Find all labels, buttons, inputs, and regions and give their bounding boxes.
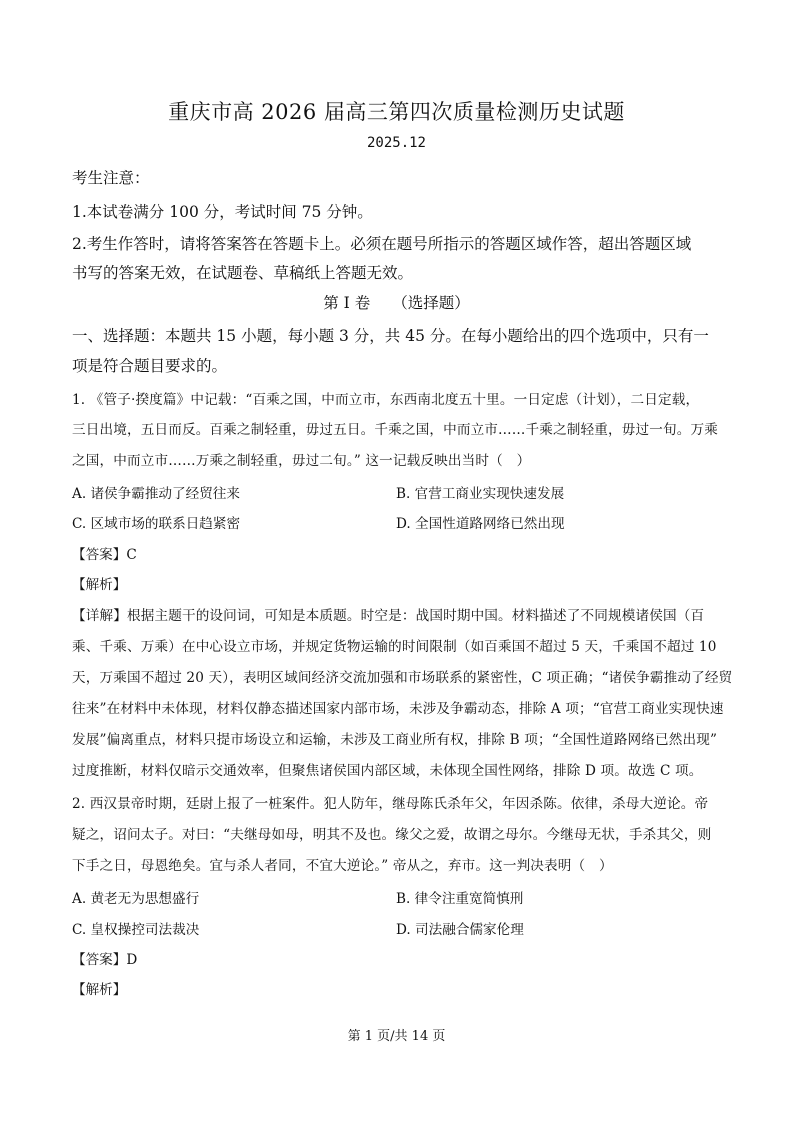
q2-stem-line-1: 2. 西汉景帝时期，廷尉上报了一桩案件。犯人防年，继母陈氏杀年父，年因杀陈。依律，杀母大逆论。帝: [72, 796, 709, 812]
q1-detail-line-6: 过度推断，材料仅暗示交通效率，但聚焦诸侯国内部区域，未体现全国性网络，排除 D 项。故选 C 项。: [72, 763, 703, 779]
notice-item-1: 1.本试卷满分 100 分，考试时间 75 分钟。: [72, 203, 373, 221]
section-heading: [0, 291, 793, 313]
q1-stem-line-2: 三日出境，五日而反。百乘之制轻重，毋过五日。千乘之国，中而立市……千乘之制轻重，毋过一旬。万乘: [72, 422, 718, 438]
exam-date: 2025.12: [366, 135, 426, 151]
q1-detail-line-2: 乘、千乘、万乘）在中心设立市场，并规定货物运输的时间限制（如百乘国不超过 5 天，千乘国不超过 10: [72, 639, 717, 655]
page-footer: 第 1 页/共 14 页: [347, 1029, 446, 1044]
notice-heading: 考生注意：: [72, 169, 150, 187]
q1-stem-line-3: 之国，中而立市……万乘之制轻重，毋过二旬。” 这一记载反映出当时（ ）: [72, 453, 531, 469]
q2-answer-value: D: [126, 952, 138, 968]
q2-answer-label: 【答案】: [72, 952, 127, 968]
q1-detail-line-4: 往来”在材料中未体现，材料仅静态描述国家内部市场，未涉及争霸动态，排除 A 项；“官营工商业实现快速: [72, 701, 724, 717]
q1-detail-line-1: 【详解】根据主题干的设问词，可知是本质题。时空是：战国时期中国。材料描述了不同规模诸侯国（百: [72, 608, 705, 624]
notice-item-2-line-1: 2.考生作答时，请将答案答在答题卡上。必须在题号所指示的答题区域作答，超出答题区域: [72, 235, 692, 253]
q1-detail-line-3: 天，万乘国不超过 20 天），表明区域间经济交流加强和市场联系的紧密性，C 项正确；“诸侯争霸推动了经贸: [72, 670, 733, 686]
q2-option-a: A. 黄老无为思想盛行: [72, 891, 200, 907]
section-type: （选择题）: [392, 294, 470, 312]
q2-option-c: C. 皇权操控司法裁决: [72, 922, 200, 938]
q2-analysis-label: 【解析】: [72, 982, 127, 998]
q1-option-a: A. 诸侯争霸推动了经贸往来: [72, 486, 240, 502]
q1-option-d: D. 全国性道路网络已然出现: [396, 516, 565, 532]
q1-answer: [72, 543, 137, 563]
q1-stem-line-1: 1. 《管子·揆度篇》中记载：“百乘之国，中而立市，东西南北度五十里。一日定虑（计划），二日定载，: [72, 392, 700, 408]
q1-option-c: C. 区域市场的联系日趋紧密: [72, 516, 241, 532]
q1-analysis-label: 【解析】: [72, 577, 127, 593]
notice-item-2-line-2: 书写的答案无效，在试题卷、草稿纸上答题无效。: [72, 264, 414, 282]
q2-option-b: B. 律令注重宽简慎刑: [396, 891, 524, 907]
exam-title: 重庆市高 2026 届高三第四次质量检测历史试题: [168, 100, 625, 124]
q2-stem-line-3: 下手之日，母恩绝矣。宜与杀人者同，不宜大逆论。” 帝从之，弃市。这一判决表明（ ）: [72, 858, 613, 874]
q2-option-d: D. 司法融合儒家伦理: [396, 922, 524, 938]
section-name: 第 I 卷: [323, 294, 371, 312]
section-intro-line-2: 项是符合题目要求的。: [72, 357, 228, 375]
q2-stem-line-2: 疑之，诏问太子。对曰：“夫继母如母，明其不及也。缘父之爱，故谓之母尔。今继母无状，手杀其父，则: [72, 827, 712, 843]
q1-option-b: B. 官营工商业实现快速发展: [396, 486, 565, 502]
section-intro-line-1: 一、选择题：本题共 15 小题，每小题 3 分，共 45 分。在每小题给出的四个选项中，只有一: [72, 327, 709, 345]
q1-detail-line-5: 发展”偏离重点，材料只提市场设立和运输，未涉及工商业所有权，排除 B 项；“全国性道路网络已然出现”: [72, 732, 718, 748]
q1-answer-label: 【答案】: [72, 547, 127, 563]
q1-answer-value: C: [126, 547, 137, 563]
q2-answer: [72, 948, 137, 968]
